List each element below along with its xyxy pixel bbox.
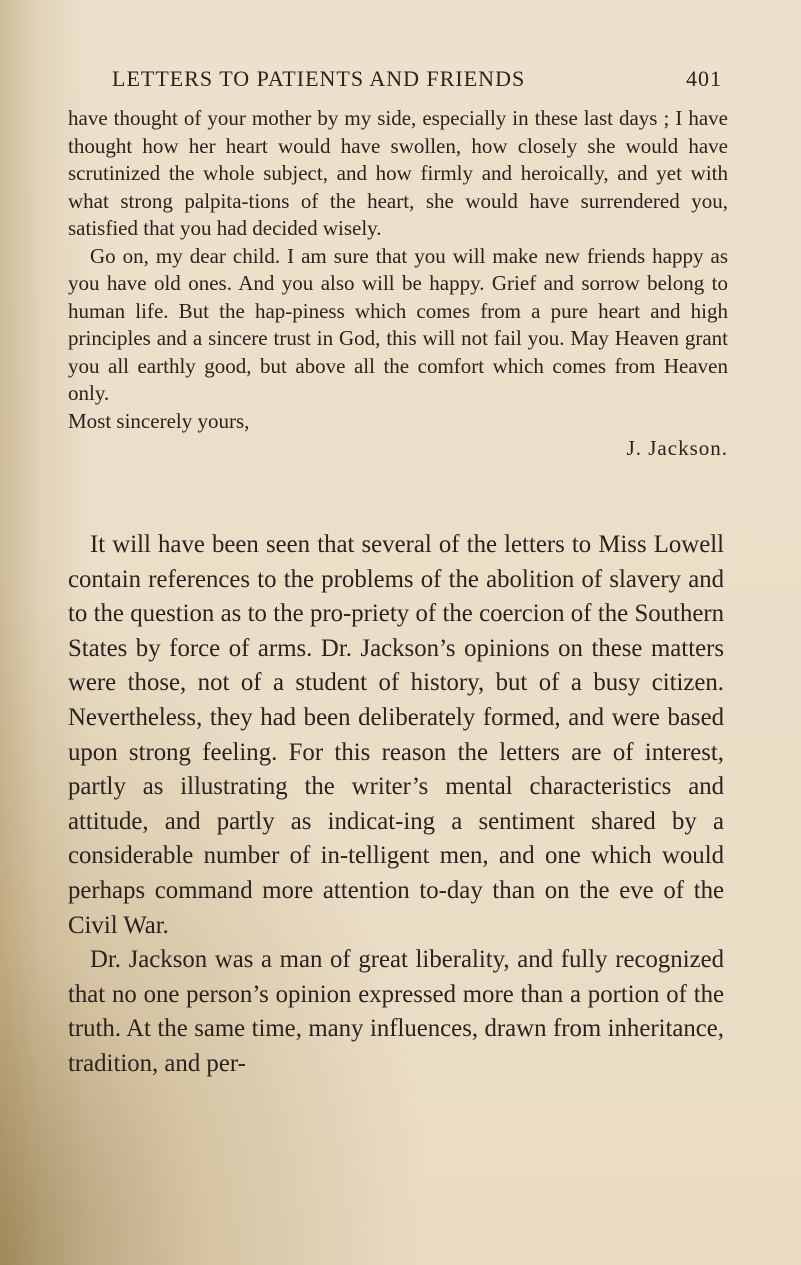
letter-paragraph: Go on, my dear child. I am sure that you will make new friends happy as you have old ones. And you also will be happy. Grief and sorrow belong to human life. But the hap-piness which comes from a pure heart and high principles and a sincere trust in God, this will not fail you. May Heaven grant you all earthly good, but above all the comfort which comes from Heaven only. [68,243,728,405]
commentary-paragraph: It will have been seen that several of the letters to Miss Lowell contain references to the problems of the abolition of slavery and to the question as to the pro-priety of the coercion of the Southern States by force of arms. Dr. Jackson’s opinions on these matters were those, not of a student of history, but of a busy citizen. Nevertheless, they had been deliberately formed, and were based upon strong feeling. For this reason the letters are of interest, partly as illustrating the writer’s mental characteristics and attitude, and partly as indicat-ing a sentiment shared by a considerable number of in-telligent men, and one which would perhaps command more attention to-day than on the eve of the Civil War. [68,531,724,939]
page-header [112,66,722,96]
letter-closing: Most sincerely yours, [68,408,250,433]
letter-text [68,105,728,463]
commentary-text [68,528,724,1082]
commentary-paragraph: Dr. Jackson was a man of great liberality, and fully recognized that no one person’s opinion expressed more than a portion of the truth. At the same time, many influences, drawn from inheritance, tradition, and per- [68,946,724,1077]
letter-signature: J. Jackson. [626,436,728,460]
page-number: 401 [686,66,722,91]
letter-paragraph: have thought of your mother by my side, especially in these last days ; I have thought how her heart would have swollen, how closely she would have scrutinized the whole subject, and how firmly and heroically, and yet with what strong palpita-tions of the heart, she would have surrendered you, satisfied that you had decided wisely. [68,106,728,240]
running-title: LETTERS TO PATIENTS AND FRIENDS [112,66,526,91]
